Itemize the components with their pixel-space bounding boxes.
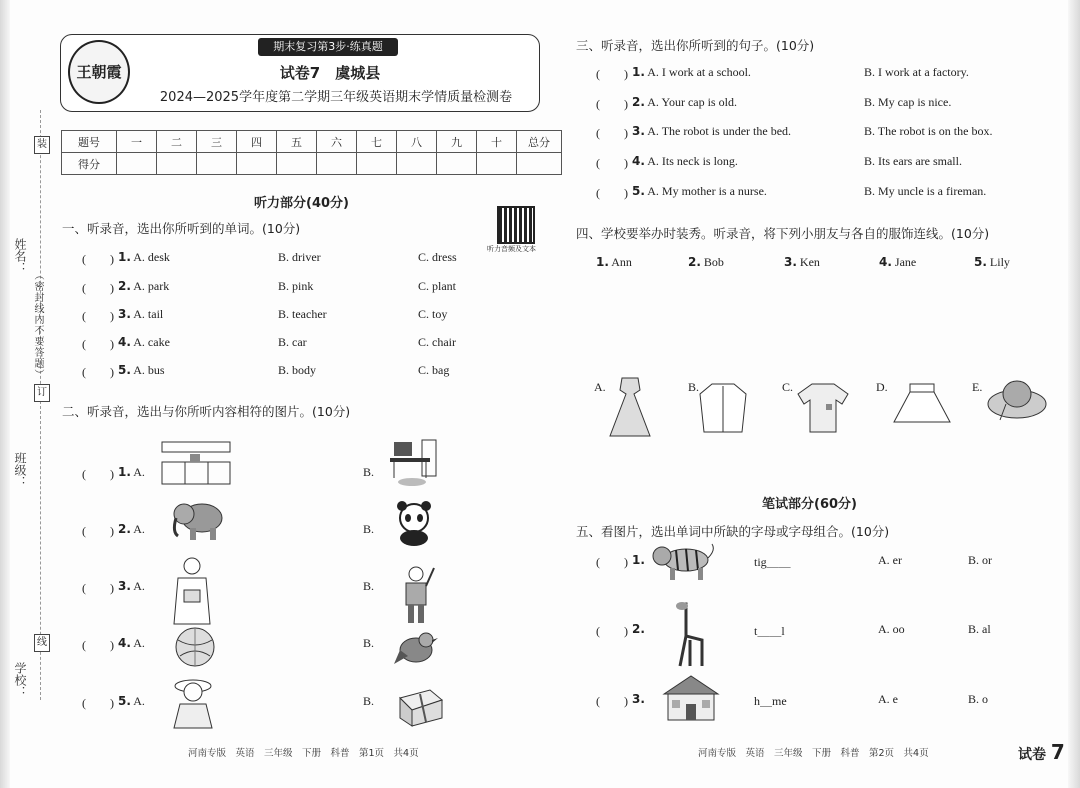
panda-icon [392, 500, 438, 546]
option-label: D. [876, 380, 888, 394]
score-value-row [62, 153, 562, 175]
skirt-icon [890, 382, 954, 430]
writing-part-title: 笔试部分(60分) [762, 497, 857, 512]
col-9: 九 [437, 131, 477, 153]
score-cell[interactable] [317, 153, 357, 175]
qr-label: 听力音频及文本 [487, 245, 536, 253]
answer-blank[interactable]: ( ) [82, 337, 114, 351]
score-header-row [62, 131, 562, 153]
score-cell[interactable] [397, 153, 437, 175]
tiger-icon [650, 540, 716, 582]
option-label: 4. A. [118, 636, 145, 650]
seal-line [40, 110, 41, 700]
s1-option-c: C. toy [418, 307, 448, 321]
option-label: B. [363, 579, 375, 593]
missing-letter-word: t＿＿l [754, 624, 785, 638]
child-name: 1. Ann [596, 255, 632, 269]
answer-blank[interactable]: ( ) [82, 252, 114, 266]
ball-icon [174, 626, 216, 668]
child-name: 5. Lily [974, 255, 1010, 269]
review-badge: 期末复习第3步·练真题 [258, 38, 398, 56]
option-label: 2. A. [118, 522, 145, 536]
answer-blank[interactable]: ( ) [596, 126, 628, 140]
col-total: 总分 [517, 131, 562, 153]
school-label: 学校： [13, 662, 27, 698]
section3-title: 三、听录音，选出你所听到的句子。(10分) [576, 38, 815, 53]
s1-option-a: 3. A. tail [118, 307, 164, 321]
col-5: 五 [277, 131, 317, 153]
missing-letter-word: tig＿＿ [754, 555, 791, 569]
score-cell-total[interactable] [517, 153, 562, 175]
section2-title: 二、听录音，选出与你所听内容相符的图片。(10分) [62, 404, 351, 419]
answer-blank[interactable]: ( ) [596, 186, 628, 200]
option-label: B. The robot is on the box. [864, 124, 993, 138]
option-label: B. Its ears are small. [864, 154, 962, 168]
s1-option-c: C. chair [418, 335, 456, 349]
seal-char-2: 订 [34, 384, 50, 402]
section5-title: 五、看图片，选出单词中所缺的字母或字母组合。(10分) [576, 524, 890, 539]
s1-option-b: B. driver [278, 250, 321, 264]
answer-blank[interactable]: ( ) [596, 694, 628, 708]
option-label: 2. A. Your cap is old. [632, 95, 737, 109]
s1-option-c: C. bag [418, 363, 450, 377]
answer-blank[interactable]: ( ) [596, 97, 628, 111]
answer-blank[interactable]: ( ) [596, 555, 628, 569]
seal-char-3: 线 [34, 634, 50, 652]
option-label: B. My uncle is a fireman. [864, 184, 987, 198]
doctor-icon [170, 556, 216, 626]
seal-notice: （密封线内不要答题） [32, 270, 43, 380]
s1-option-a: 4. A. cake [118, 335, 170, 349]
s1-option-c: C. plant [418, 279, 456, 293]
row-label-score: 得分 [62, 153, 117, 175]
s1-option-b: B. body [278, 363, 317, 377]
option-label: A. [594, 380, 606, 394]
score-cell[interactable] [477, 153, 517, 175]
option-label: B. My cap is nice. [864, 95, 952, 109]
gift-icon [396, 682, 446, 728]
option-label: B. [363, 465, 375, 479]
option-label: B. [363, 522, 375, 536]
col-3: 三 [197, 131, 237, 153]
option-label: C. [782, 380, 794, 394]
bird-icon [394, 626, 440, 672]
s1-option-b: B. pink [278, 279, 314, 293]
answer-blank[interactable]: ( ) [596, 67, 628, 81]
answer-blank[interactable]: ( ) [596, 156, 628, 170]
option-label: B. or [968, 553, 992, 567]
answer-blank[interactable]: ( ) [82, 581, 114, 595]
child-name: 4. Jane [879, 255, 917, 269]
class-label: 班级： [13, 452, 27, 488]
child-name: 2. Bob [688, 255, 724, 269]
section1-title: 一、听录音，选出你所听到的单词。(10分) [62, 221, 301, 236]
missing-letter-word: h＿me [754, 694, 787, 708]
score-cell[interactable] [357, 153, 397, 175]
col-10: 十 [477, 131, 517, 153]
house-icon [662, 674, 720, 722]
col-4: 四 [237, 131, 277, 153]
worker-icon [396, 564, 436, 626]
footer-right: 河南专版 英语 三年级 下册 科普 第2页 共4页 [698, 748, 929, 759]
option-label: B. [688, 380, 700, 394]
giraffe-icon [670, 600, 710, 668]
option-label: 5. A. [118, 694, 145, 708]
option-label: B. [363, 636, 375, 650]
footer-left: 河南专版 英语 三年级 下册 科普 第1页 共4页 [188, 748, 419, 759]
option-label: B. I work at a factory. [864, 65, 969, 79]
listening-part-title: 听力部分(40分) [254, 196, 349, 211]
option-label: E. [972, 380, 983, 394]
elephant-icon [168, 496, 226, 542]
shirt-icon [698, 382, 748, 434]
score-table [61, 130, 562, 175]
option-label: A. oo [878, 622, 905, 636]
answer-blank[interactable]: ( ) [82, 524, 114, 538]
section4-title: 四、学校要举办时装秀。听录音，将下列小朋友与各自的服饰连线。(10分) [576, 226, 990, 241]
score-cell[interactable] [157, 153, 197, 175]
answer-blank[interactable]: ( ) [82, 365, 114, 379]
option-label: A. er [878, 553, 902, 567]
option-label: 2. [632, 622, 645, 636]
page-edge-right [1068, 0, 1080, 788]
s1-option-a: 2. A. park [118, 279, 170, 293]
score-cell[interactable] [277, 153, 317, 175]
s1-option-a: 5. A. bus [118, 363, 165, 377]
hat-icon [986, 374, 1048, 424]
score-cell[interactable] [437, 153, 477, 175]
option-label: 1. A. I work at a school. [632, 65, 751, 79]
s1-option-b: B. car [278, 335, 307, 349]
score-cell[interactable] [237, 153, 277, 175]
option-label: 3. A. The robot is under the bed. [632, 124, 792, 138]
s1-option-a: 1. A. desk [118, 250, 170, 264]
option-label: B. [363, 694, 375, 708]
option-label: 4. A. Its neck is long. [632, 154, 738, 168]
name-label: 姓名： [13, 238, 27, 274]
option-label: B. al [968, 622, 991, 636]
col-6: 六 [317, 131, 357, 153]
col-2: 二 [157, 131, 197, 153]
col-7: 七 [357, 131, 397, 153]
paper-number-tag: 试卷 7 [1018, 740, 1065, 764]
option-label: 1. A. [118, 465, 145, 479]
option-label: 3. A. [118, 579, 145, 593]
col-1: 一 [117, 131, 157, 153]
col-8: 八 [397, 131, 437, 153]
paper-title: 试卷7 虞城县 [279, 64, 381, 82]
s1-option-c: C. dress [418, 250, 457, 264]
answer-blank[interactable]: ( ) [82, 696, 114, 710]
option-label: 3. [632, 692, 645, 706]
option-label: 5. A. My mother is a nurse. [632, 184, 767, 198]
answer-blank[interactable]: ( ) [596, 624, 628, 638]
s1-option-b: B. teacher [278, 307, 327, 321]
option-label: B. o [968, 692, 989, 706]
option-label: A. e [878, 692, 898, 706]
row-label-number: 题号 [62, 131, 117, 153]
doll-icon [170, 676, 216, 732]
option-label: 1. [632, 553, 645, 567]
answer-blank[interactable]: ( ) [82, 638, 114, 652]
answer-blank[interactable]: ( ) [82, 467, 114, 481]
qr-code-icon[interactable] [497, 206, 535, 244]
score-cell[interactable] [197, 153, 237, 175]
kitchen-icon [160, 440, 232, 486]
child-name: 3. Ken [784, 255, 820, 269]
tshirt-icon [796, 382, 850, 434]
page-edge-left [0, 0, 10, 788]
brand-logo: 王朝霞 [68, 40, 130, 104]
seal-char-1: 装 [34, 136, 50, 154]
dress-icon [606, 376, 654, 438]
paper-subtitle: 2024—2025学年度第二学期三年级英语期末学情质量检测卷 [159, 90, 513, 105]
answer-blank[interactable]: ( ) [82, 309, 114, 323]
desk-icon [388, 438, 440, 488]
score-cell[interactable] [117, 153, 157, 175]
answer-blank[interactable]: ( ) [82, 281, 114, 295]
